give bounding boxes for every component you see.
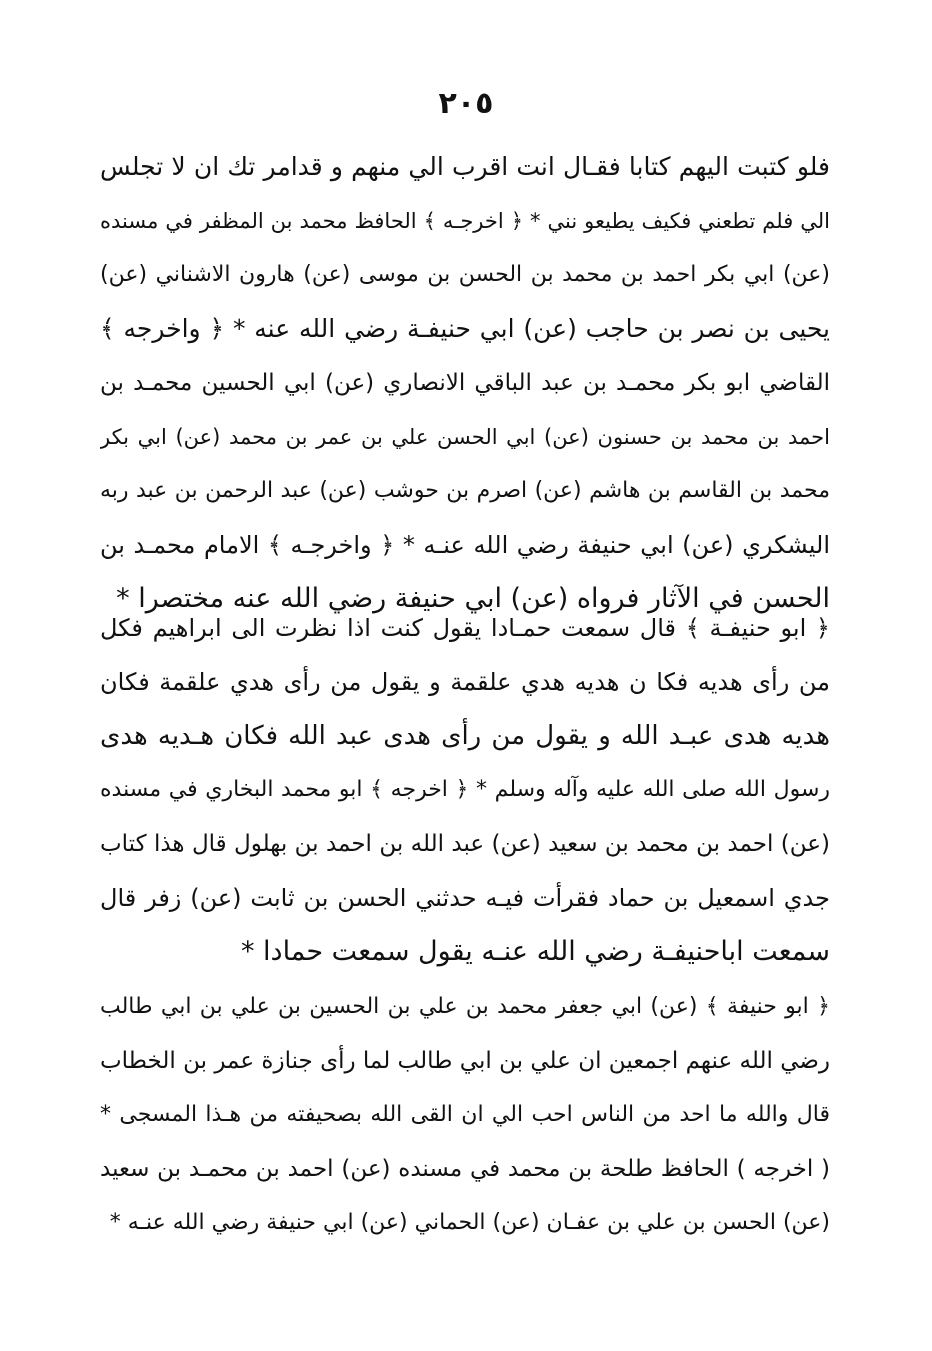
text-line: ﴿ ابو حنيفة ﴾ (عن) ابي جعفر محمد بن علي بن الحسين بن علي بن ابي طالب bbox=[100, 994, 830, 1019]
text-line: (عن) الحسن بن علي بن عفـان (عن) الحماني (عن) ابي حنيفة رضي الله عنـه * bbox=[109, 1210, 830, 1235]
text-line: الحسن في الآثار فرواه (عن) ابي حنيفة رضي الله عنه مختصرا * bbox=[116, 583, 830, 614]
text-line: رسول الله صلى الله عليه وآله وسلم * ﴿ اخرجه ﴾ ابو محمد البخاري في مسنده bbox=[100, 777, 830, 802]
paragraph-2 bbox=[100, 601, 830, 979]
text-line: اليشكري (عن) ابي حنيفة رضي الله عنـه * ﴿ واخرجـه ﴾ الامام محمـد بن bbox=[100, 531, 830, 559]
text-line: هديه هدى عبـد الله و يقول من رأى هدى عبد الله فكان هـديه هدى bbox=[100, 721, 830, 751]
text-line: من رأى هديه فكا ن هديه هدي علقمة و يقول من رأى هدي علقمة فكان bbox=[100, 668, 830, 696]
text-line: ﴿ ابو حنيفـة ﴾ قال سمعت حمـادا يقول كنت اذا نظرت الى ابراهيم فكل bbox=[100, 614, 830, 642]
text-line: فلو كتبت اليهم كتابا فقـال انت اقرب الي منهم و قدامر تك ان لا تجلس bbox=[100, 152, 830, 181]
text-line: قال والله ما احد من الناس احب الي ان القى الله بصحيفته من هـذا المسجى * bbox=[100, 1102, 830, 1127]
page-number: ٢٠٥ bbox=[438, 86, 494, 121]
text-line: رضي الله عنهم اجمعين ان علي بن ابي طالب لما رأى جنازة عمر بن الخطاب bbox=[100, 1048, 830, 1074]
text-line: (عن) احمد بن محمد بن سعيد (عن) عبد الله بن احمد بن بهلول قال هذا كتاب bbox=[100, 831, 830, 857]
text-line: سمعت اباحنيفـة رضي الله عنـه يقول سمعت حمادا * bbox=[240, 936, 830, 967]
paragraph-3 bbox=[100, 980, 830, 1250]
text-line: ( اخرجه ) الحافظ طلحة بن محمد في مسنده (عن) احمد بن محمـد بن سعيد bbox=[100, 1156, 830, 1182]
text-line: جدي اسمعيل بن حماد فقرأت فيـه حدثني الحسن بن ثابت (عن) زفر قال bbox=[100, 884, 830, 912]
text-line: يحيى بن نصر بن حاجب (عن) ابي حنيفـة رضي الله عنه * ﴿ واخرجه ﴾ bbox=[100, 314, 830, 343]
text-line: (عن) ابي بكر احمد بن محمد بن الحسن بن موسى (عن) هارون الاشناني (عن) bbox=[100, 262, 830, 287]
paragraph-1 bbox=[100, 140, 830, 626]
text-line: محمد بن القاسم بن هاشم (عن) اصرم بن حوشب (عن) عبد الرحمن بن عبد ربه bbox=[100, 478, 830, 503]
text-line: احمد بن محمد بن حسنون (عن) ابي الحسن علي بن عمر بن محمد (عن) ابي بكر bbox=[100, 425, 830, 449]
text-line: الي فلم تطعني فكيف يطيعو نني * ﴿ اخرجـه ﴾ الحافظ محمد بن المظفر في مسنده bbox=[100, 209, 830, 233]
text-line: القاضي ابو بكر محمـد بن عبد الباقي الانصاري (عن) ابي الحسين محمـد بن bbox=[100, 370, 830, 396]
